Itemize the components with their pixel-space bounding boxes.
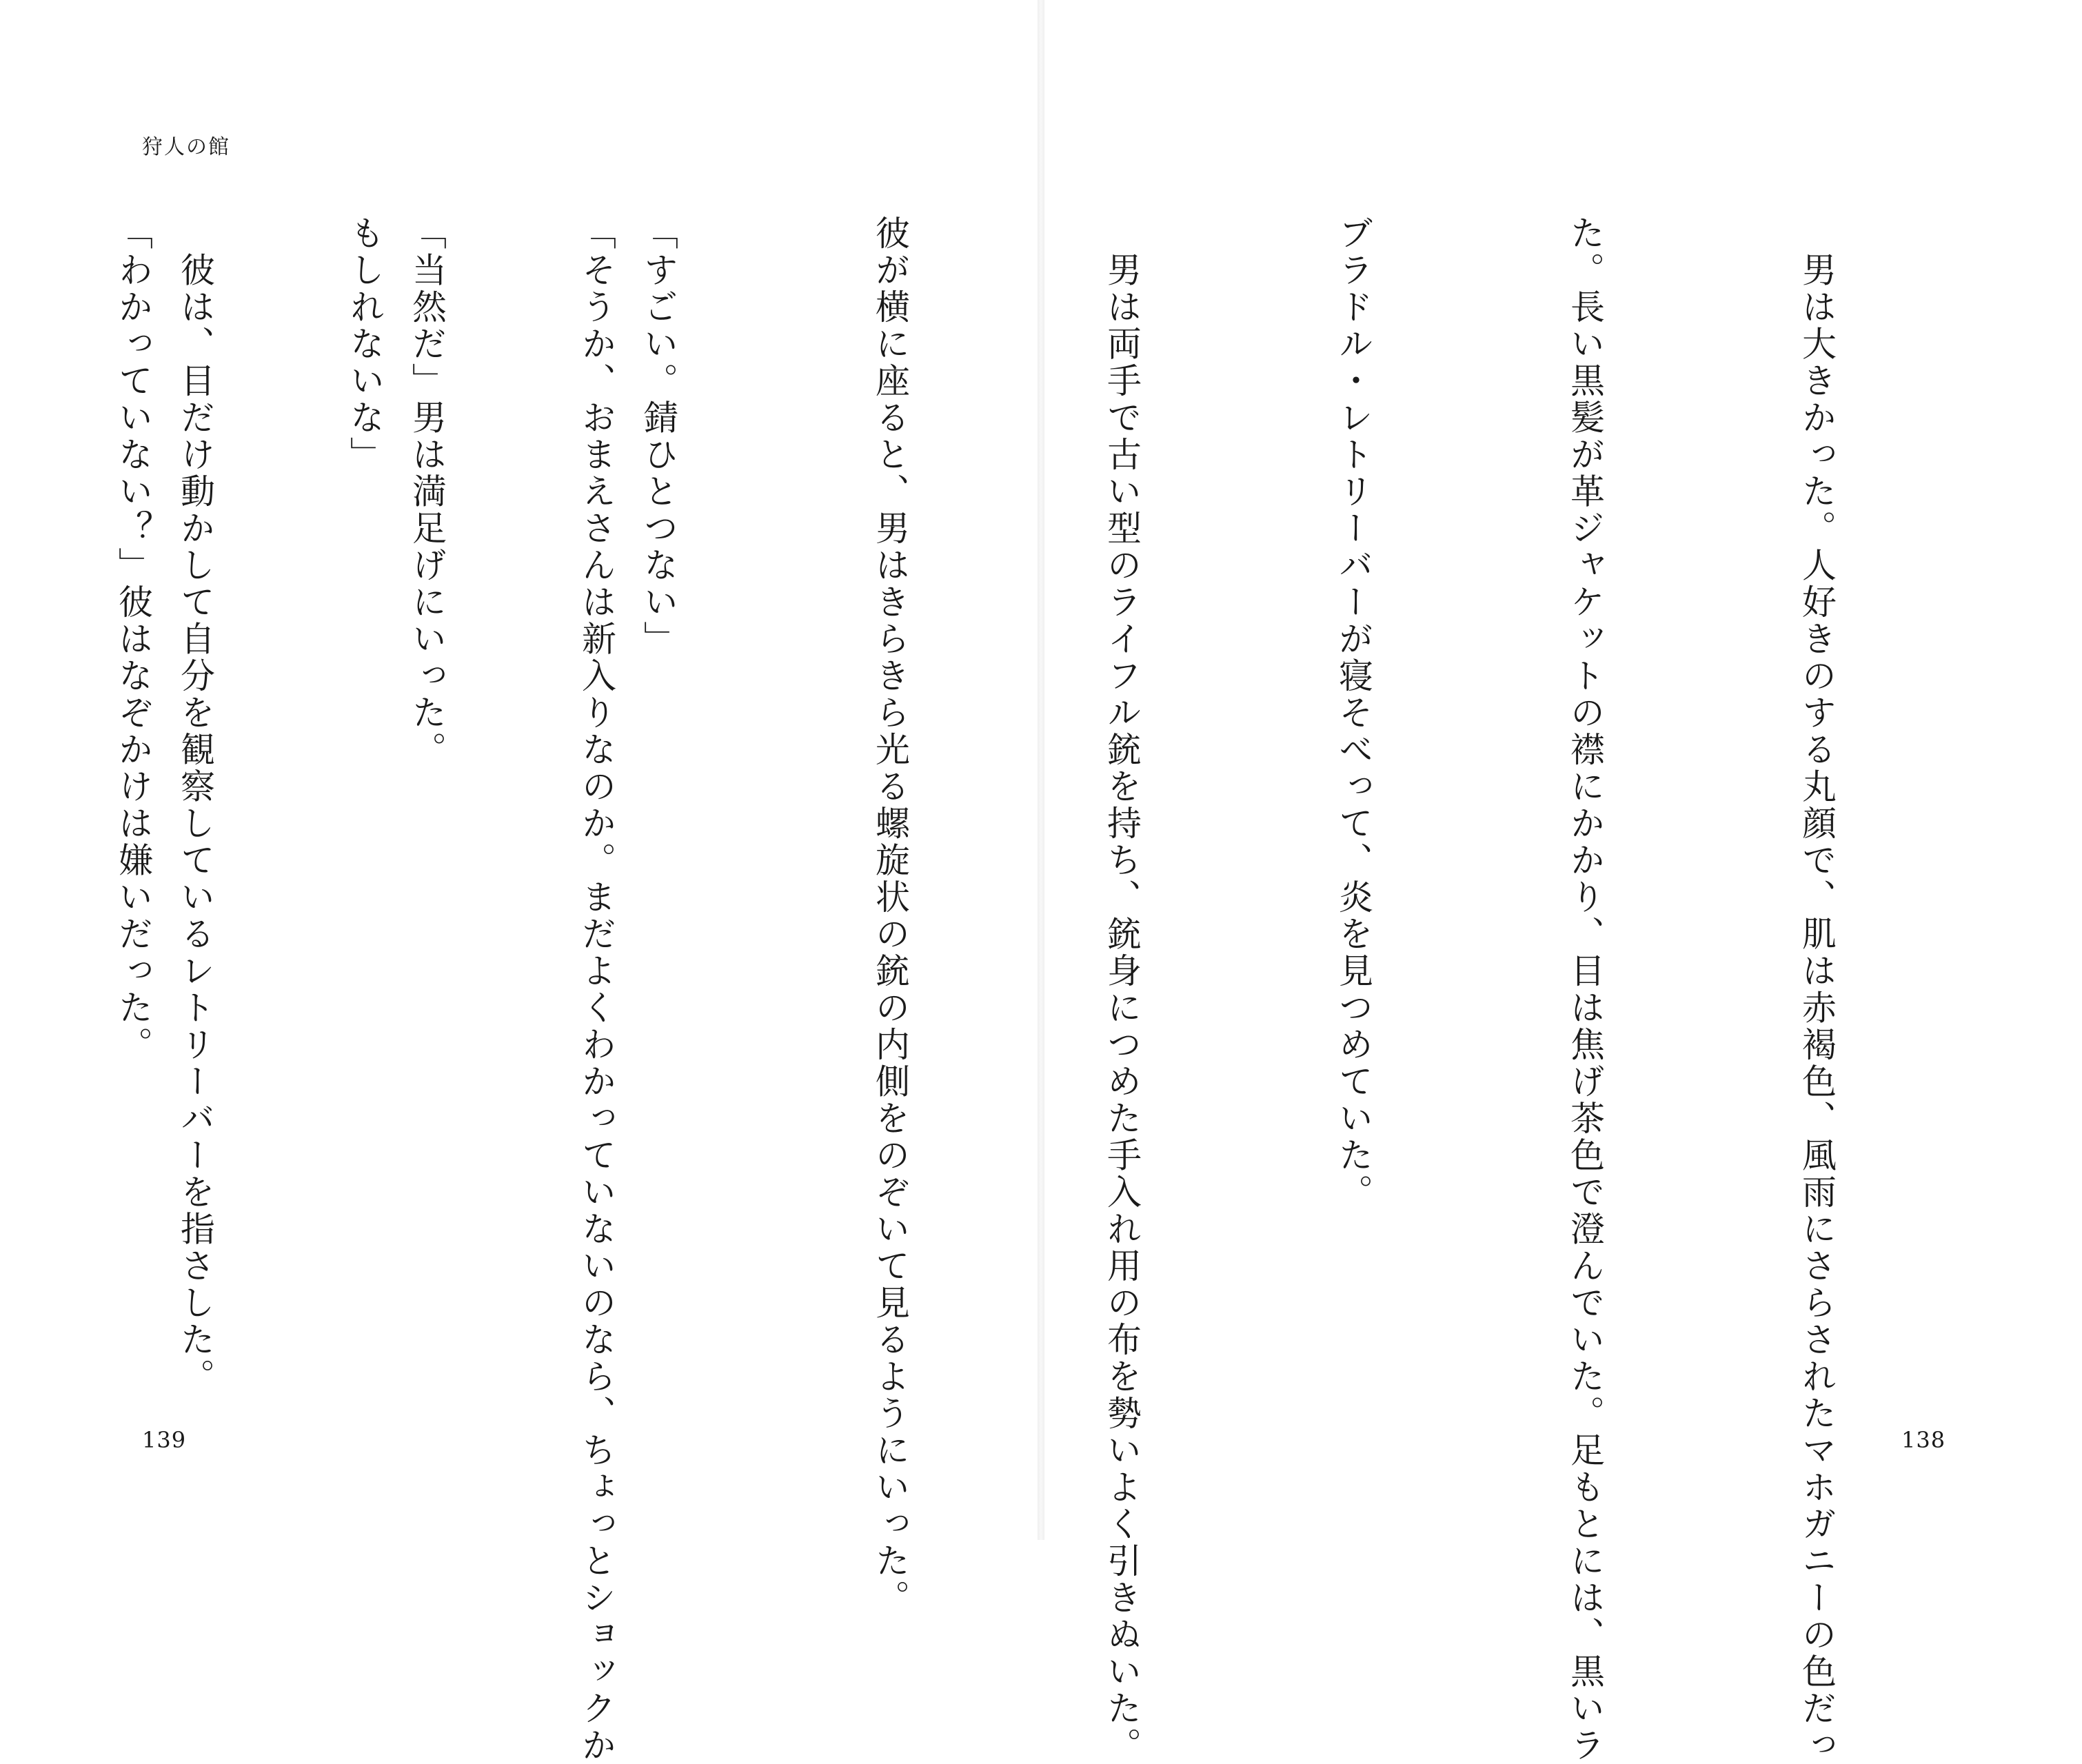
text-line: 「わかっていない？」彼はなぞかけは嫌いだった。 (113, 215, 153, 1064)
text-line: 彼は、目だけ動かして自分を観察しているレトリーバーを指さした。 (175, 215, 215, 1395)
text-line: 男は両手で古い型のライフル銃を持ち、銃身につめた手入れ用の布を勢いよく引きぬいた。 (1102, 215, 1142, 1764)
running-title: 狩人の館 (142, 135, 230, 159)
text-line: 「そうか、おまえさんは新入りなのか。まだよくわかっていないのなら、ちょっとショックか (576, 215, 616, 1764)
text-line: 「当然だ」男は満足げにいった。 (407, 215, 447, 769)
text-line: ブラドル・レトリーバーが寝そべって、炎を見つめていた。 (1333, 215, 1373, 1211)
text-line: 彼が横に座ると、男はきらきら光る螺旋状の銃の内側をのぞいて見るようにいった。 (870, 215, 910, 1616)
page-number-left: 139 (142, 1427, 187, 1453)
page-number-right: 138 (1901, 1427, 1946, 1453)
text-line (0, 215, 2, 1401)
text-line: た。長い黒髪が革ジャケットの襟にかかり、目は焦げ茶色で澄んでいた。足もとには、黒いラ (1565, 215, 1605, 1764)
text-line: 「すごい。錆ひとつない」 (638, 215, 678, 658)
text-line: もしれないな」 (345, 215, 385, 474)
text-line: 男は大きかった。人好きのする丸顔で、肌は赤褐色、風雨にさらされたマホガニーの色だっ (1797, 215, 1837, 1764)
